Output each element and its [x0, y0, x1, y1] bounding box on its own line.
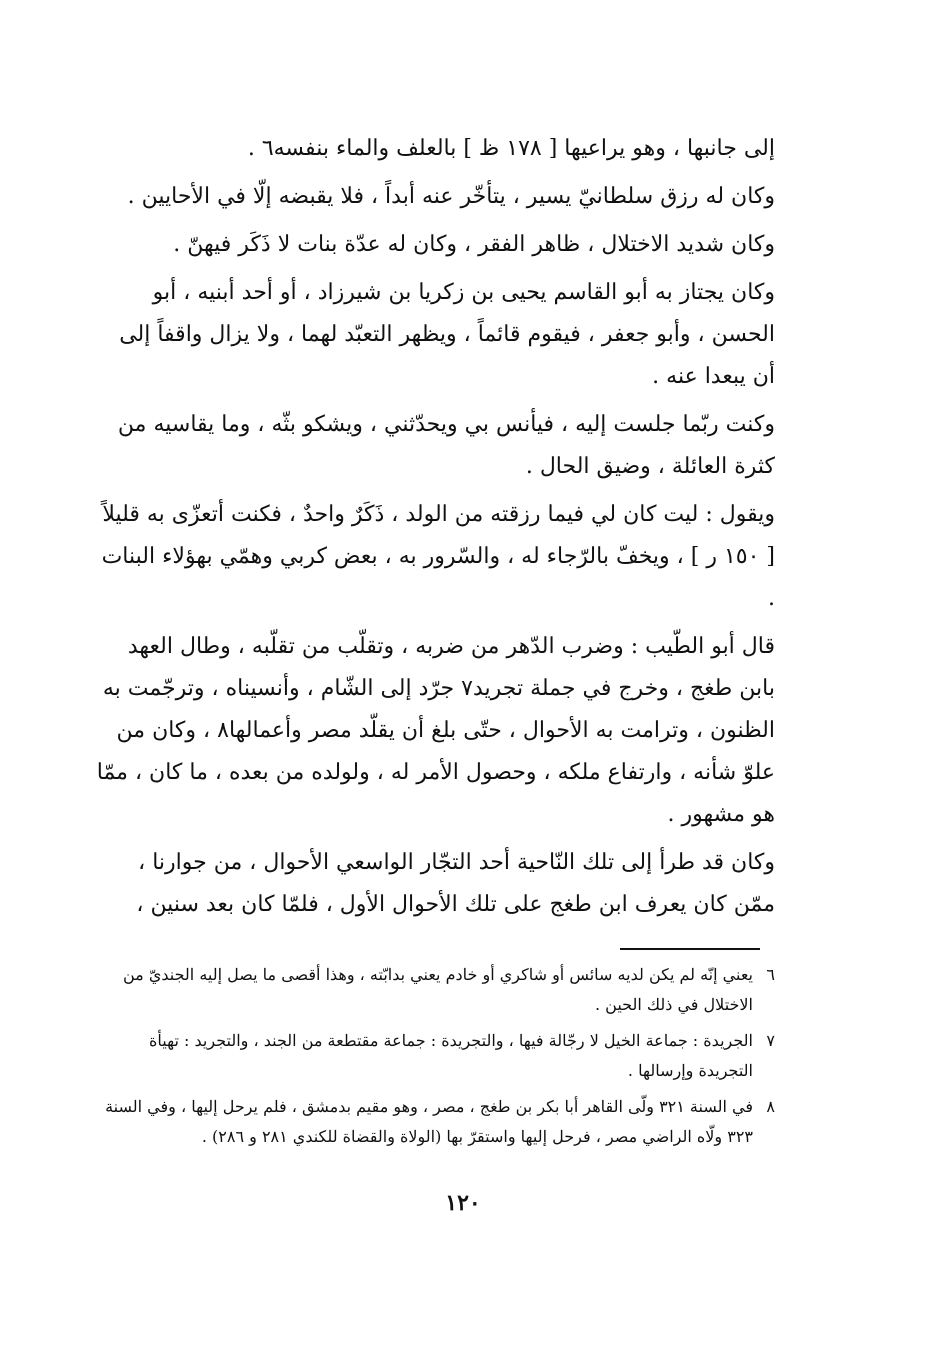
footnote-text: الجريدة : جماعة الخيل لا رجّالة فيها ، والتجريدة : جماعة مقتطعة من الجند ، والتجريد : تهيأة التجريدة وإرسالها . — [149, 1031, 753, 1080]
paragraph: وكان شديد الاختلال ، ظاهر الفقر ، وكان له عدّة بنات لا ذَكَر فيهنّ . — [173, 232, 775, 257]
paragraph: وكان يجتاز به أبو القاسم يحيى بن زكريا بن شيرزاد ، أو أحد أبنيه ، أبو الحسن ، وأبو جعفر ، فيقوم قائماً ، ويظهر التعبّد لهما ، ولا يزال واقفاً إلى أن يبعدا عنه . — [119, 280, 775, 389]
footnote — [95, 960, 775, 1020]
paragraph: ويقول : ليت كان لي فيما رزقته من الولد ، ذَكَرٌ واحدٌ ، فكنت أتعزّى به قليلاً [ ١٥٠ ر ] ، ويخفّ بالرّجاء له ، والسّرور به ، بعض كربي وهمّي بهؤلاء البنات . — [101, 502, 775, 611]
paragraph: إلى جانبها ، وهو يراعيها [ ١٧٨ ظ ] بالعلف والماء بنفسه٦ . — [247, 136, 775, 161]
page-number: ١٢٠ — [445, 1190, 481, 1216]
footnotes — [95, 960, 775, 1158]
paragraph: وكان قد طرأ إلى تلك النّاحية أحد التجّار الواسعي الأحوال ، من جوارنا ، ممّن كان يعرف ابن طغج على تلك الأحوال الأول ، فلمّا كان بعد سنين ، — [136, 850, 775, 917]
footnote — [95, 1092, 775, 1152]
paragraph: وكنت ربّما جلست إليه ، فيأنس بي ويحدّثني ، ويشكو بثّه ، وما يقاسيه من كثرة العائلة ، وضيق الحال . — [117, 412, 775, 479]
footnote-number: ٧ — [766, 1031, 775, 1050]
footnote-text: يعني إنّه لم يكن لديه سائس أو شاكري أو خادم يعني بدابّته ، وهذا أقصى ما يصل إليه الجنديّ من الاختلال في ذلك الحين . — [123, 965, 753, 1014]
footnote — [95, 1026, 775, 1086]
main-text — [95, 128, 775, 932]
paragraph: وكان له رزق سلطانيّ يسير ، يتأخّر عنه أبداً ، فلا يقبضه إلّا في الأحايين . — [127, 184, 775, 209]
footnote-divider — [620, 948, 760, 950]
footnote-text: في السنة ٣٢١ ولّى القاهر أبا بكر بن طغج ، مصر ، وهو مقيم بدمشق ، فلم يرحل إليها ، وفي السنة ٣٢٣ ولّاه الراضي مصر ، فرحل إليها واستقرّ بها (الولاة والقضاة للكندي ٢٨١ و ٢٨٦) . — [105, 1097, 753, 1146]
footnote-number: ٨ — [766, 1097, 775, 1116]
footnote-number: ٦ — [766, 965, 775, 984]
paragraph: قال أبو الطّيب : وضرب الدّهر من ضربه ، وتقلّب من تقلّبه ، وطال العهد بابن طغج ، وخرج في جملة تجريد٧ جرّد إلى الشّام ، وأنسيناه ، وترجّمت به الظنون ، وترامت به الأحوال ، حتّى بلغ أن يقلّد مصر وأعمالها٨ ، وكان من علوّ شأنه ، وارتفاع ملكه ، وحصول الأمر له ، ولولده من بعده ، ما كان ، ممّا هو مشهور . — [96, 634, 775, 827]
